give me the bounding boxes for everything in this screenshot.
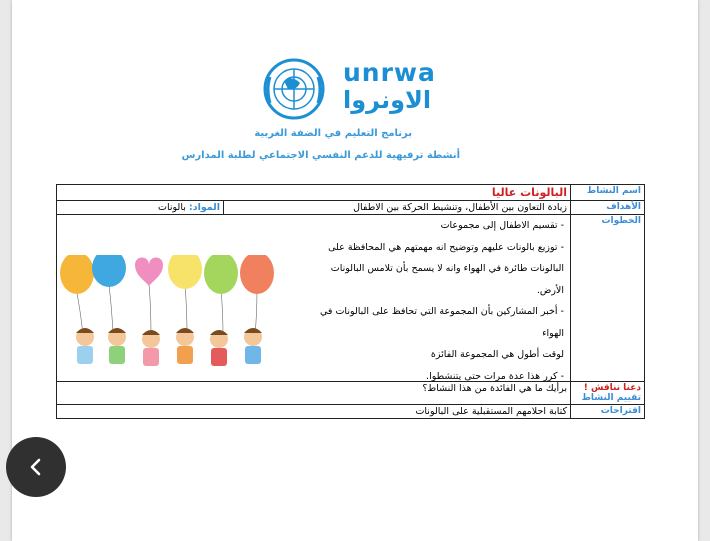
row-activity-name (57, 185, 645, 201)
chevron-left-icon (27, 458, 45, 476)
program-title: برنامج التعليم في الضفة الغربية (254, 128, 412, 139)
suggestions-text: كتابة احلامهم المستقبلية على البالونات (57, 405, 571, 419)
steps-label: الخطوات (571, 215, 645, 382)
step-line: البالونات طائرة في الهواء وانه لا يسمح بأن تلامس البالونات (330, 263, 564, 274)
materials-cell (57, 201, 224, 215)
suggestions-label: اقتراحات (571, 405, 645, 419)
logo-text (343, 60, 443, 112)
kids-balloons-illustration (57, 255, 287, 379)
back-button[interactable] (6, 437, 66, 497)
discussion-label-2: تقييم النشاط (581, 393, 641, 403)
row-steps (57, 215, 645, 382)
steps-list (296, 215, 564, 387)
materials-text: بالونات (158, 202, 186, 213)
program-subtitle: أنشطة ترفيهية للدعم النفسي الاجتماعي لطلبة المدارس (181, 150, 460, 161)
logo-arabic: الاونروا (343, 86, 432, 114)
step-line: - أخبر المشاركين بأن المجموعة التي تحافظ على البالونات في الهواء (320, 306, 564, 339)
discussion-label (571, 382, 645, 405)
goals-text: زيادة التعاون بين الأطفال، وتنشيط الحركة بين الاطفال (224, 201, 571, 215)
discussion-label-1: دعنا نناقش ! (583, 383, 641, 393)
goals-label: الأهداف (571, 201, 645, 215)
activity-name-label: اسم النشاط (571, 185, 645, 201)
logo-english: unrwa (343, 58, 436, 87)
step-line: - تقسيم الاطفال إلى مجموعات (440, 220, 564, 231)
step-line: - توزيع بالونات عليهم وتوضيح انه مهمتهم هي المحافظة على (328, 241, 564, 253)
step-line: - كرر هذا عدة مرات حتى يتنشطوا. (426, 370, 564, 382)
steps-cell (57, 215, 571, 382)
row-suggestions (57, 405, 645, 419)
document-page (12, 0, 698, 541)
activity-name: البالونات عاليا (57, 185, 571, 201)
step-line: لوقت أطول هي المجموعة الفائزة (430, 349, 564, 360)
row-goals (57, 201, 645, 215)
un-emblem-icon (265, 60, 323, 118)
materials-label: المواد: (188, 202, 220, 213)
step-line: الأرض. (536, 284, 564, 296)
activity-table (56, 184, 645, 419)
discussion-text: برأيك ما هي الفائدة من هذا النشاط؟ (57, 382, 571, 405)
